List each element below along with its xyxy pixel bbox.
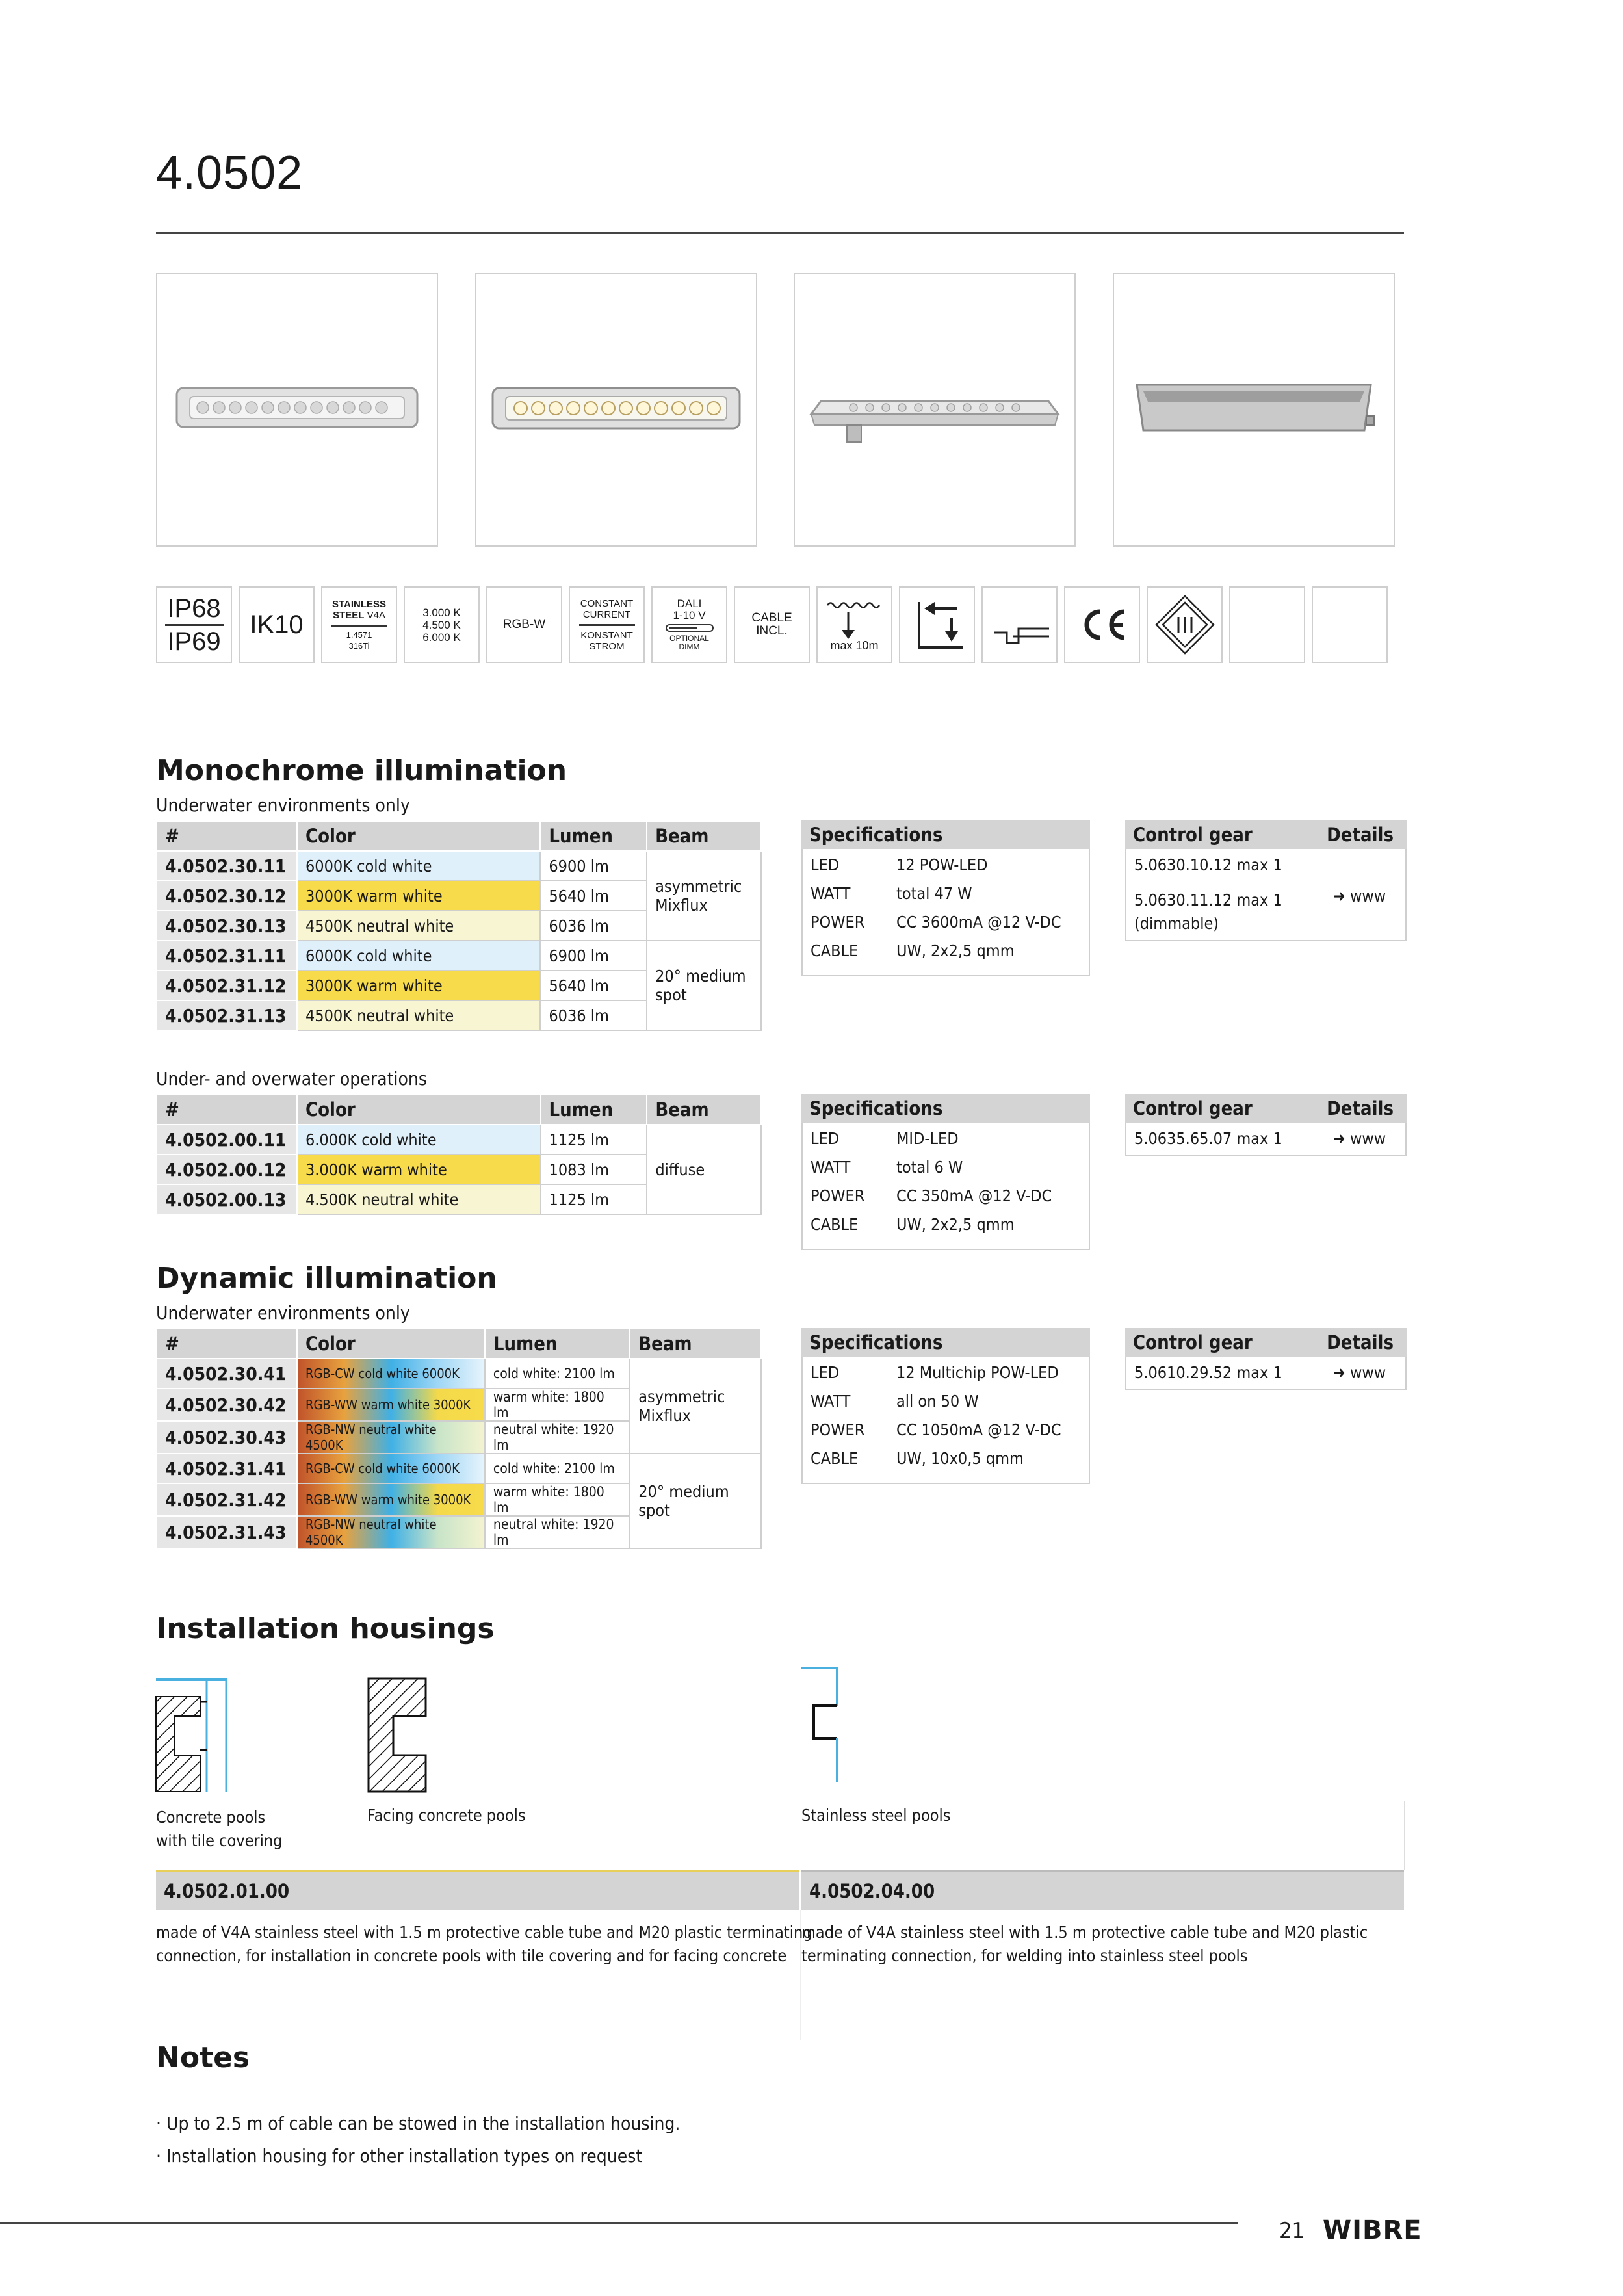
article-number: 4.0502.30.13 [157,911,297,941]
col-header-lumen: Lumen [540,821,647,851]
color-cell: 4500K neutral white [297,911,540,941]
housing-label-steel: Stainless steel pools [801,1806,951,1825]
gear-line: 5.0610.29.52 max 1 [1134,1363,1282,1382]
notes-heading: Notes [156,2041,250,2074]
dimmer-slider-icon [664,621,716,634]
table-row [157,941,761,971]
product-photo-lit [475,273,757,547]
product-photo-front [156,273,438,547]
beam-cell: asymmetric Mixflux [647,851,761,941]
lumen-cell: cold white: 2100 lm [485,1359,630,1389]
constant-current-icon [569,586,645,663]
lumen-cell: 6036 lm [540,1000,647,1030]
article-number: 4.0502.30.41 [157,1359,297,1389]
table-row [157,1454,761,1483]
spec1-box: LED 12 POW-LED WATT total 47 W POWER CC 3600mA @12 V-DC CABLE UW, 2x2,5 qmm [801,849,1090,976]
color-cell: RGB-CW cold white 6000K [297,1454,485,1483]
spec1-heading: Specifications [801,820,1090,849]
steel-grade: V4A [367,609,385,621]
color-cell: 3000K warm white [297,881,540,911]
facing-concrete-pool-diagram [367,1677,439,1794]
housing-label-facing: Facing concrete pools [367,1806,526,1825]
dyn-gear-box [1125,1357,1407,1390]
mono-heading: Monochrome illumination [156,754,567,787]
gear1-heading [1125,820,1407,849]
article-number: 4.0502.31.42 [157,1483,297,1516]
dyn-heading: Dynamic illumination [156,1262,497,1295]
col-header-color: Color [297,1095,541,1125]
cable-included-icon [734,586,810,663]
kelvin-3000: 3.000 K [422,606,461,619]
stainless-steel-icon [321,586,397,663]
housing-desc-left: made of V4A stainless steel with 1.5 m protective cable tube and M20 plastic terminating connection, for installation in concrete pools with tile covering and for facing concrete [156,1923,812,1965]
gear-line: 5.0630.11.12 max 1 [1134,891,1282,909]
col-header-id: # [157,1095,297,1125]
gear2-box [1125,1123,1407,1156]
installation-housing-photo [1113,273,1395,547]
title-divider [156,232,1404,234]
recessed-mount-icon [981,586,1058,663]
mono-table-1 [156,820,762,1031]
article-number: 4.0502.30.11 [157,851,297,881]
details-heading-label: Details [1327,824,1394,846]
gear2-heading [1125,1094,1407,1123]
color-cell: RGB-WW warm white 3000K [297,1389,485,1421]
optional-label: OPTIONAL [669,634,709,643]
col-header-color: Color [297,1329,485,1359]
color-cell: RGB-NW neutral white 4500K [297,1516,485,1548]
color-cell: 4.500K neutral white [297,1184,541,1214]
article-number: 4.0502.31.43 [157,1516,297,1548]
dimm-label: DIMM [679,642,700,651]
gear-heading-label: Control gear [1133,1097,1253,1119]
color-cell: 6000K cold white [297,851,540,881]
ce-mark-icon [1064,586,1140,663]
housings-heading: Installation housings [156,1612,495,1645]
color-temperature-icon [404,586,480,663]
water-depth-icon [822,597,887,643]
article-number: 4.0502.31.11 [157,941,297,971]
direction-icon [899,586,975,663]
col-header-beam: Beam [647,821,761,851]
dali-range: 1-10 V [673,609,706,621]
color-cell: 3.000K warm white [297,1155,541,1184]
www-link[interactable]: ➜ www [1333,1129,1386,1148]
lumen-cell: 5640 lm [540,881,647,911]
gear-line: 5.0630.10.12 max 1 [1134,855,1282,874]
gear-heading-label: Control gear [1133,824,1253,846]
empty-icon-slot-1 [1229,586,1305,663]
color-cell: 6000K cold white [297,941,540,971]
housing-divider-right [801,1870,1404,1872]
lumen-cell: neutral white: 1920 lm [485,1421,630,1454]
article-number: 4.0502.00.12 [157,1155,297,1184]
kelvin-4500: 4.500 K [422,618,461,631]
steel-aisi: 316Ti [348,640,370,651]
rgbw-label: RGB-W [502,618,546,631]
lumen-cell: 6900 lm [540,851,647,881]
housing-id-left: 4.0502.01.00 [156,1872,799,1910]
note-item: · Installation housing for other installation types on request [156,2145,643,2167]
strom-label: STROM [589,640,625,652]
lumen-cell: neutral white: 1920 lm [485,1516,630,1548]
brand-logo: WIBRE [1323,2215,1422,2245]
article-number: 4.0502.31.41 [157,1454,297,1483]
lumen-cell: 5640 lm [540,971,647,1000]
rgbw-icon [486,586,562,663]
color-cell: RGB-NW neutral white 4500K [297,1421,485,1454]
ik10-label: IK10 [250,610,304,639]
dali-dimm-icon [651,586,727,663]
mono-table-2 [156,1094,762,1215]
steel-label-1: STAINLESS [331,598,387,610]
konstant-label: KONSTANT [580,629,633,641]
col-header-lumen: Lumen [541,1095,647,1125]
color-cell: 6.000K cold white [297,1125,541,1155]
www-link[interactable]: ➜ www [1333,887,1386,906]
beam-cell: asymmetric Mixflux [630,1359,761,1454]
table-row [157,1125,761,1155]
page-title: 4.0502 [156,147,304,199]
footer-rule [0,2222,1238,2224]
max-depth-label: max 10m [830,638,879,652]
housing-divider-left [156,1870,799,1872]
beam-cell: 20° medium spot [647,941,761,1030]
housing-desc-right: made of V4A stainless steel with 1.5 m protective cable tube and M20 plastic terminating connection, for welding into stainless steel pools [801,1923,1368,1965]
beam-cell: 20° medium spot [630,1454,761,1548]
note-item: · Up to 2.5 m of cable can be stowed in the installation housing. [156,2113,681,2134]
gear-line: 5.0635.65.07 max 1 [1134,1129,1282,1148]
lumen-cell: 6036 lm [540,911,647,941]
col-header-beam: Beam [647,1095,761,1125]
lumen-cell: 1083 lm [541,1155,647,1184]
depth-icon [816,586,892,663]
lumen-cell: 6900 lm [540,941,647,971]
dyn-sub: Underwater environments only [156,1302,410,1324]
cable-label: CABLE [751,611,792,625]
col-header-id: # [157,1329,297,1359]
dali-label: DALI [677,597,702,610]
product-photo-angle [794,273,1076,547]
color-cell: 3000K warm white [297,971,540,1000]
table-row [157,851,761,881]
spec2-heading: Specifications [801,1094,1090,1123]
dyn-table [156,1328,762,1549]
color-cell: RGB-WW warm white 3000K [297,1483,485,1516]
col-header-beam: Beam [630,1329,761,1359]
mono-sub-underwater: Underwater environments only [156,794,410,816]
lumen-cell: warm white: 1800 lm [485,1389,630,1421]
article-number: 4.0502.30.42 [157,1389,297,1421]
gear-line: (dimmable) [1134,914,1219,933]
ip-rating-icon [156,586,232,663]
page-number: 21 [1279,2218,1305,2244]
stainless-steel-pool-diagram [801,1667,846,1784]
gear1-box [1125,849,1407,941]
spec2-box: LED MID-LED WATT total 6 W POWER CC 350mA @12 V-DC CABLE UW, 2x2,5 qmm [801,1123,1090,1250]
article-number: 4.0502.00.13 [157,1184,297,1214]
details-heading-label: Details [1327,1097,1394,1119]
article-number: 4.0502.31.12 [157,971,297,1000]
table-row [157,1359,761,1389]
details-heading-label: Details [1327,1331,1394,1353]
color-cell: 4500K neutral white [297,1000,540,1030]
constant-label: CONSTANT [580,597,634,609]
ip68-label: IP68 [165,593,224,626]
lumen-cell: cold white: 2100 lm [485,1454,630,1483]
article-number: 4.0502.00.11 [157,1125,297,1155]
dyn-spec-box: LED 12 Multichip POW-LED WATT all on 50 W POWER CC 1050mA @12 V-DC CABLE UW, 10x0,5 qmm [801,1357,1090,1484]
current-label: CURRENT [582,608,631,620]
article-number: 4.0502.30.43 [157,1421,297,1454]
beam-cell: diffuse [647,1125,761,1214]
incl-label: INCL. [756,624,788,638]
article-number: 4.0502.31.13 [157,1000,297,1030]
ip69-label: IP69 [167,627,221,656]
col-header-lumen: Lumen [485,1329,630,1359]
col-header-color: Color [297,821,540,851]
lumen-cell: warm white: 1800 lm [485,1483,630,1516]
steel-label-2: STEEL [333,609,365,621]
dyn-gear-heading [1125,1328,1407,1357]
ik-rating-icon [239,586,315,663]
housing-label-concrete: Concrete pools with tile covering [156,1808,283,1850]
kelvin-6000: 6.000 K [422,631,461,644]
concrete-tile-pool-diagram [155,1677,233,1794]
housing-id-right: 4.0502.04.00 [801,1872,1404,1910]
lumen-cell: 1125 lm [541,1125,647,1155]
empty-icon-slot-2 [1312,586,1388,663]
steel-number: 1.4571 [346,629,372,640]
mono-sub-overwater: Under- and overwater operations [156,1068,427,1089]
protection-class-iii-icon [1147,586,1223,663]
www-link[interactable]: ➜ www [1333,1363,1386,1382]
lumen-cell: 1125 lm [541,1184,647,1214]
col-header-id: # [157,821,297,851]
article-number: 4.0502.30.12 [157,881,297,911]
color-cell: RGB-CW cold white 6000K [297,1359,485,1389]
dyn-spec-heading: Specifications [801,1328,1090,1357]
gear-heading-label: Control gear [1133,1331,1253,1353]
